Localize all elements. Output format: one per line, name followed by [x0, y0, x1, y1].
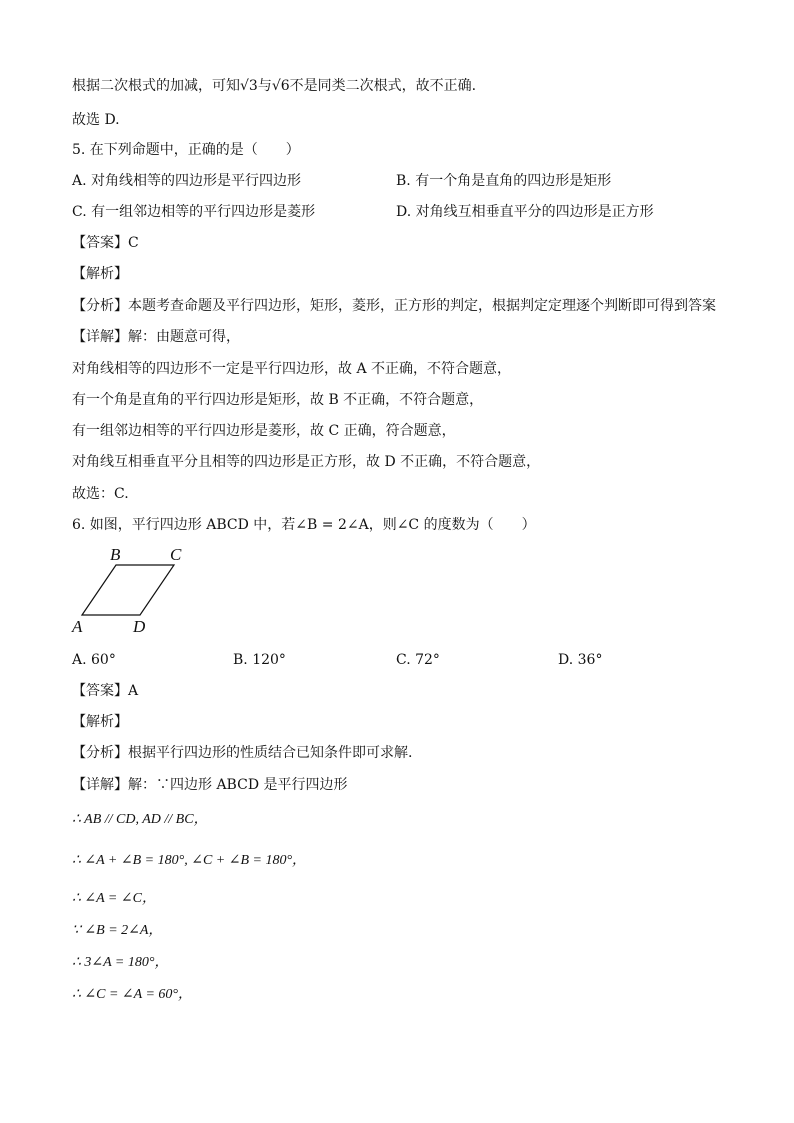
q5-analysis: 【分析】本题考查命题及平行四边形，矩形，菱形，正方形的判定，根据判定定理逐个判断即可得到答案: [72, 298, 716, 314]
q5-detail: 【详解】解：由题意可得，: [72, 329, 240, 345]
q6-step-3: ∴ ∠A = ∠C，: [72, 891, 156, 906]
q6-analysis-heading: 【解析】: [72, 714, 128, 730]
label-b: B: [110, 545, 121, 564]
q5-option-d: D. 对角线互相垂直平分的四边形是正方形: [396, 204, 654, 220]
q5-analysis-heading: 【解析】: [72, 266, 128, 282]
label-a: A: [72, 617, 83, 636]
q6-analysis: 【分析】根据平行四边形的性质结合已知条件即可求解.: [72, 745, 413, 761]
q5-conclusion: 故选：C.: [72, 486, 129, 502]
q5-step-4: 对角线互相垂直平分且相等的四边形是正方形，故 D 不正确，不符合题意，: [72, 454, 541, 470]
parallelogram-figure: [68, 542, 198, 638]
q5-step-2: 有一个角是直角的平行四边形是矩形，故 B 不正确，不符合题意，: [72, 392, 484, 408]
q6-answer: 【答案】A: [72, 683, 139, 699]
q6-option-d: D. 36°: [558, 652, 603, 668]
label-c: C: [170, 545, 182, 564]
q6-step-4: ∵ ∠B = 2∠A，: [72, 923, 163, 938]
q6-option-b: B. 120°: [233, 652, 286, 668]
q6-step-2: ∴ ∠A + ∠B = 180°, ∠C + ∠B = 180°，: [72, 853, 307, 868]
previous-choice: 故选 D.: [72, 112, 120, 128]
q5-option-c: C. 有一组邻边相等的平行四边形是菱形: [72, 204, 316, 220]
q5-option-b: B. 有一个角是直角的四边形是矩形: [396, 173, 612, 189]
q6-step-6: ∴ ∠C = ∠A = 60°，: [72, 987, 192, 1002]
q6-stem: 6. 如图，平行四边形 ABCD 中，若∠B = 2∠A，则∠C 的度数为（ ）: [72, 517, 536, 533]
q5-step-1: 对角线相等的四边形不一定是平行四边形，故 A 不正确，不符合题意，: [72, 361, 512, 377]
q5-option-a: A. 对角线相等的四边形是平行四边形: [72, 173, 302, 189]
parallelogram-abcd: [82, 565, 174, 615]
q6-detail: 【详解】解：∵四边形 ABCD 是平行四边形: [72, 777, 348, 793]
q5-step-3: 有一组邻边相等的平行四边形是菱形，故 C 正确，符合题意，: [72, 423, 456, 439]
q5-answer: 【答案】C: [72, 235, 139, 251]
q6-option-a: A. 60°: [72, 652, 116, 668]
q6-step-1: ∴ AB // CD, AD // BC，: [72, 812, 208, 827]
previous-explanation: 根据二次根式的加减，可知√3与√6不是同类二次根式，故不正确.: [72, 78, 477, 94]
q5-stem: 5. 在下列命题中，正确的是（ ）: [72, 142, 300, 158]
q6-step-5: ∴ 3∠A = 180°，: [72, 955, 169, 970]
label-d: D: [133, 617, 146, 636]
q6-option-c: C. 72°: [396, 652, 440, 668]
